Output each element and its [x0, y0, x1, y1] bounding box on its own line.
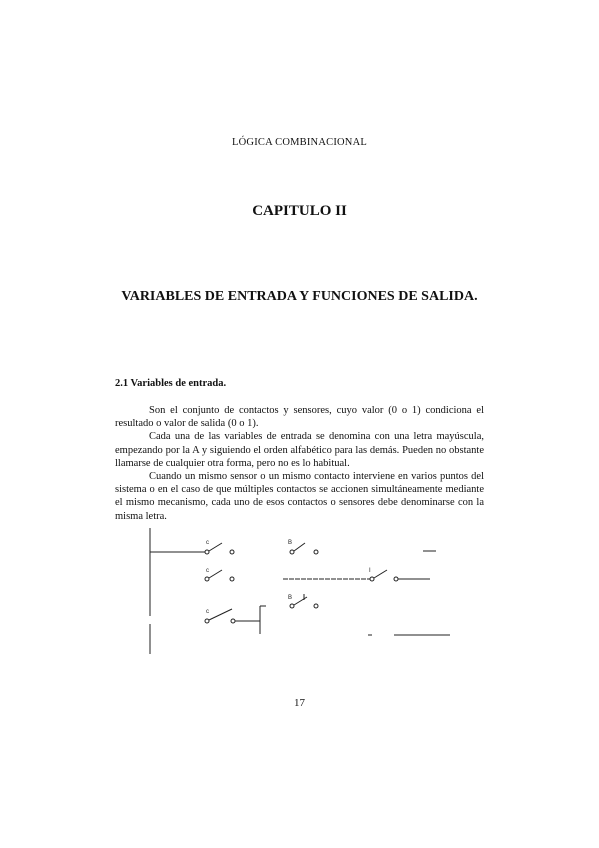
- contact-terminal: [290, 550, 294, 554]
- contact-label: B: [288, 595, 293, 601]
- contact-blade: [209, 609, 232, 620]
- contact-blade: [374, 570, 387, 578]
- contact-terminal: [290, 604, 294, 608]
- paragraph: Cuando un mismo sensor o un mismo contacto interviene en varios puntos del sistema o en el caso de que múltiples contactos se accionen simultáneamente mediante el mismo mecanismo, cada uno de esos contactos o sensores debe denominarse con la misma letra.: [115, 471, 484, 522]
- running-header: LÓGICA COMBINACIONAL: [232, 137, 367, 148]
- contact-blade: [209, 570, 222, 578]
- contact-label: B: [288, 540, 293, 546]
- contact-label: c: [206, 540, 209, 546]
- contact-terminal: [370, 577, 374, 581]
- contact-terminal: [394, 577, 398, 581]
- contact-blade: [294, 543, 305, 551]
- section-body: [115, 404, 484, 523]
- contact-terminal: [205, 577, 209, 581]
- paragraph: Son el conjunto de contactos y sensores, cuyo valor (0 o 1) condiciona el resultado o valor de salida (0 o 1).: [115, 405, 484, 430]
- contact-label: c: [206, 568, 209, 574]
- contact-label: I: [369, 568, 371, 574]
- paragraph: Cada una de las variables de entrada se denomina con una letra mayúscula, empezando por la A y siguiendo el orden alfabético para las demás. Pueden no obstante llamarse de cualquier otra forma, pero no es lo habitual.: [115, 431, 484, 469]
- page-number: 17: [294, 697, 305, 709]
- contact-blade: [294, 597, 307, 605]
- contact-blade: [209, 543, 222, 551]
- contact-label: c: [206, 609, 209, 615]
- chapter-subtitle: VARIABLES DE ENTRADA Y FUNCIONES DE SALIDA.: [121, 289, 478, 304]
- contact-terminal: [230, 577, 234, 581]
- contact-circuit-diagram: [140, 520, 460, 660]
- chapter-title: CAPITULO II: [252, 203, 347, 219]
- contact-terminal: [314, 604, 318, 608]
- contact-terminal: [314, 550, 318, 554]
- contact-terminal: [205, 550, 209, 554]
- contact-terminal: [205, 619, 209, 623]
- contact-terminal: [231, 619, 235, 623]
- section-heading: 2.1 Variables de entrada.: [115, 378, 227, 389]
- contact-terminal: [230, 550, 234, 554]
